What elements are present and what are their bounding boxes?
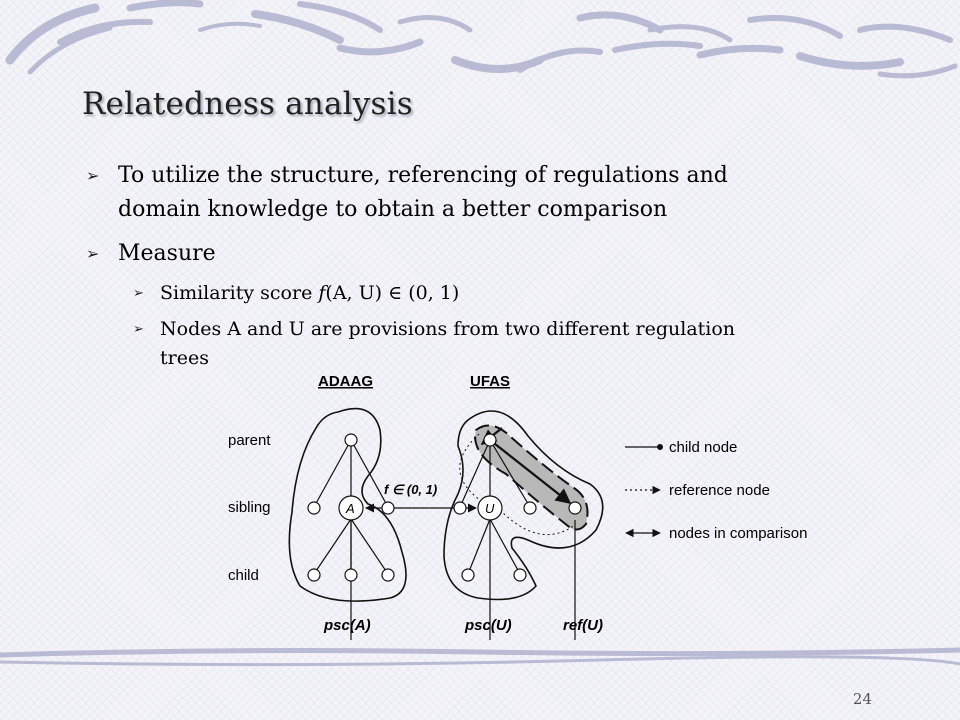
tree-node (382, 502, 394, 514)
tree-node (345, 434, 357, 446)
bottom-label-psc-u: psc(U) (465, 617, 512, 634)
tree-node (345, 569, 357, 581)
left-tree-label: ADAAG (318, 373, 373, 390)
bullet-1-line-2: domain knowledge to obtain a better comparison (118, 197, 668, 222)
bullet-1-line-1: To utilize the structure, referencing of regulations and (118, 163, 728, 188)
node-u-label: U (485, 501, 495, 516)
legend-child-dot (657, 444, 663, 450)
row-label-child: child (228, 567, 259, 584)
right-tree-label: UFAS (470, 373, 511, 390)
legend-reference-node: reference node (669, 482, 770, 499)
sub-bullet-2-line-1: Nodes A and U are provisions from two different regulation (160, 318, 736, 340)
row-label-sibling: sibling (228, 499, 271, 516)
sub-bullet-1-rest: (A, U) ∈ (0, 1) (325, 282, 460, 304)
similarity-label: f ∈ (0, 1) (384, 482, 438, 497)
slide-title: Relatedness analysis (82, 86, 413, 122)
sub-bullet-2-line-2: trees (160, 347, 209, 369)
tree-node (524, 502, 536, 514)
legend-child-node: child node (669, 439, 738, 456)
sub-bullet-1-prefix: Similarity score (160, 282, 319, 304)
bullet-2: Measure (118, 241, 216, 266)
sub-bullet-arrow-icon: ➢ (133, 286, 144, 301)
tree-node (454, 502, 466, 514)
tree-node (514, 569, 526, 581)
row-label-parent: parent (228, 432, 271, 449)
tree-node (462, 569, 474, 581)
tree-node (382, 569, 394, 581)
page-number: 24 (852, 690, 872, 708)
sub-bullet-1-func: f (318, 282, 326, 304)
bottom-label-ref-u: ref(U) (563, 617, 603, 634)
bullet-arrow-icon: ➢ (86, 244, 100, 263)
node-a-label: A (346, 501, 355, 516)
sub-bullet-arrow-icon: ➢ (133, 322, 144, 337)
bottom-label-psc-a: psc(A) (324, 617, 371, 634)
tree-node (308, 502, 320, 514)
bullet-arrow-icon: ➢ (86, 166, 100, 185)
legend (625, 439, 807, 542)
left-tree-edges (314, 440, 388, 640)
legend-nodes-in-comparison: nodes in comparison (669, 525, 808, 542)
tree-node (484, 434, 496, 446)
tree-node (569, 502, 581, 514)
tree-node (308, 569, 320, 581)
